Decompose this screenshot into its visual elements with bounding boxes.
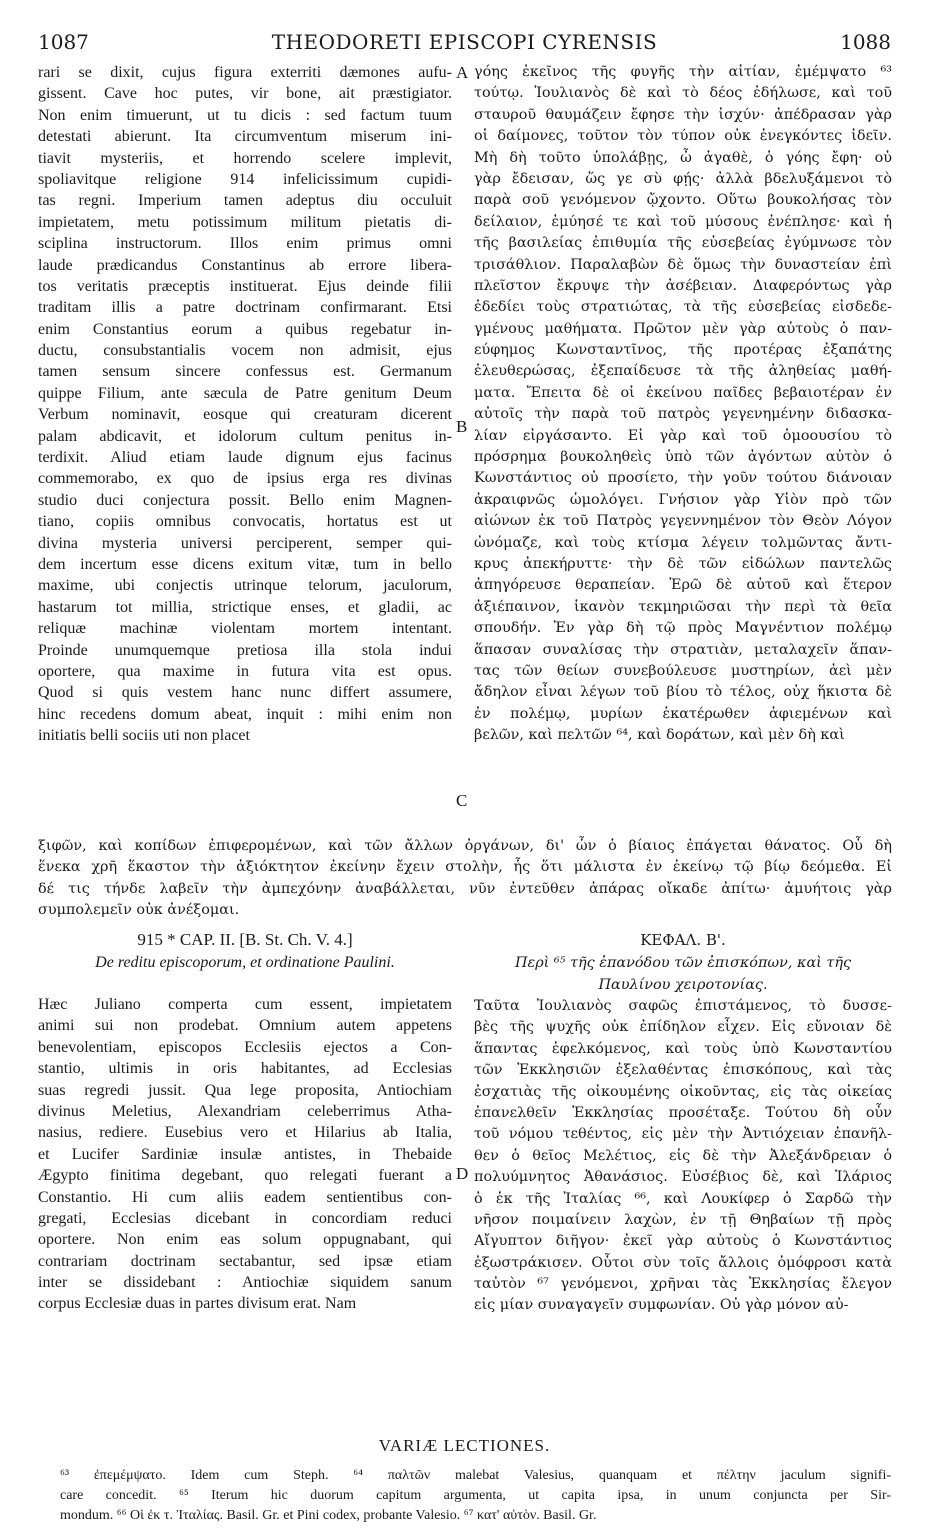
- margin-letter-a: A: [456, 63, 469, 82]
- text-line: enim Constantius eorum a quibus regebatur in-: [38, 320, 452, 338]
- text-line: Αἴγυπτον διῆγον· ἐκεῖ γὰρ αὐτοὺς ὁ Κωνστάντιος: [474, 1233, 892, 1250]
- text-line: Μὴ δὴ τοῦτο ὑπολάβῃς, ὦ ἀγαθὲ, ὁ γόης ἔφη· οὐ: [474, 149, 892, 166]
- text-line: tas regni. Imperium tamen adeptus diu occuluit: [38, 192, 452, 210]
- running-header: [38, 30, 891, 56]
- text-line: ἐσχατιὰς τῆς οἰκουμένης οἰκοῦντας, εἰς τὰς οἰκείας: [474, 1083, 892, 1100]
- text-line: impietatem, metu potissimum militum pietatis di-: [38, 213, 452, 231]
- text-line: gregati, Ecclesias dicebant in concordiam reduci: [38, 1209, 452, 1227]
- text-line: studio duci conjectura possit. Bello enim Magnen-: [38, 491, 452, 509]
- text-line: ἅπαντας ἐφελκόμενος, καὶ τοὺς ὑπὸ Κωνσταντίου: [474, 1040, 892, 1057]
- latin-chapter-subtitle: De reditu episcoporum, et ordinatione Paulini.: [95, 954, 395, 971]
- greek-chapter-subtitle-2: Παυλίνου χειροτονίας.: [598, 977, 768, 993]
- text-line: ταὐτὸν ⁶⁷ γενόμενοι, χρῆναι τὰς Ἐκκλησίας ἔλεγον: [474, 1276, 892, 1293]
- text-line: τοῦ νόμου τεθέντος, εἰς μὲν τὴν Ἀντιόχειαν ἐπανῆλ-: [474, 1126, 892, 1143]
- text-line: τρισάθλιον. Παραλαβὼν δὲ ὅμως τὴν δυναστείαν ἐπὶ: [474, 256, 892, 273]
- text-line: βὲς τῆς ψυχῆς οὐκ ἐπίδηλον εἶχεν. Εἰς εὔνοιαν δὲ: [474, 1019, 892, 1036]
- text-line: νῆσον ποιμαίνειν λαχὼν, ἐν τῇ Θηβαίων τῇ πρὸς: [474, 1211, 892, 1228]
- text-line: contrariam doctrinam sectabantur, sed ipsæ etiam: [38, 1252, 452, 1270]
- text-line: Ægypto finitima degebant, quo relegati fuerant a: [38, 1167, 452, 1185]
- greek-column-top: [474, 62, 892, 747]
- text-line: nasius, rediere. Eusebius vero et Hilarius ab Italia,: [38, 1124, 452, 1142]
- text-line: γόης ἐκεῖνος τῆς φυγῆς τὴν αἰτίαν, ἐμέμψατο ⁶³: [474, 64, 892, 80]
- text-line: tiano, copiis omnibus convocatis, hortatus est ut: [38, 513, 452, 531]
- greek-chapter-heading: ΚΕΦΑΛ. Β'.: [640, 931, 726, 949]
- text-line: ἄδηλον εἶναι λέγων τοῦ βίου τὸ τέλος, οὐχ ἥκιστα δὲ: [474, 684, 892, 701]
- text-line: gissent. Cave hoc putes, vir bone, ait præstigiator.: [38, 85, 452, 103]
- text-line: δέ τις τήνδε λαβεῖν τὴν ἀμπεχόνην ἀναβάλλεται, νῦν ἐντεῦθεν ἀπάρας οἴκαδε ἀπίτω· ἀμυήτοις γὰρ: [38, 880, 892, 897]
- text-line: tos veritatis præceptis instituerat. Ejus deinde filii: [38, 277, 452, 295]
- text-line: hinc recedens domum abeat, inquit : mihi enim non: [38, 705, 452, 723]
- text-line: ἀξιέπαινον, ἱκανὸν τεκμηριῶσαι τὴν περὶ τὰ θεῖα: [474, 598, 892, 615]
- text-line: inter se dissidebant : Antiochiæ siquidem sanum: [38, 1274, 452, 1292]
- text-line: oportere. Non enim eas solum oppugnabant, qui: [38, 1231, 452, 1249]
- page-number-right: 1088: [840, 30, 891, 54]
- text-line: ductu, consubstantialis vocem non admisit, ejus: [38, 342, 452, 360]
- greek-chapter: [474, 928, 892, 1317]
- text-line: τας τῶν θείων συνεβούλευσε μυστηρίων, ἀεὶ μὲν: [474, 662, 892, 679]
- text-line: ἕνεκα χρῆ ἕκαστον τὴν ἀξιόκτητον ἐκείνην ἔχειν στολὴν, ἧς ὅτι μάλιστα ἐν ἐκείνῳ τῷ βίῳ δεόμεθα. Εἰ: [38, 859, 892, 876]
- text-line: Proinde unumquemque pretiosa illa stola indui: [38, 641, 452, 659]
- text-line: ἅπασαν συναλίσας τὴν στρατιὰν, μεταλαχεῖν ἅπαν-: [474, 641, 892, 658]
- text-line: et Lucifer Sardiniæ insulæ antistes, in Thebaide: [38, 1145, 452, 1163]
- text-line: ἀπηγόρευσε θεραπείαν. Ἐρῶ δὲ αὐτοῦ καὶ ἕτερον: [474, 577, 892, 594]
- page-number-left: 1087: [38, 30, 89, 54]
- text-line: δείλαιον, ἐμύησέ τε καὶ τοῦ μύσους ἐνέπλησε· καὶ ἡ: [474, 213, 892, 230]
- text-line: τῆς βασιλείας ἐπιθυμία τῆς εὐσεβείας ἐγύμνωσε τὸν: [474, 235, 892, 252]
- text-line: terdixit. Aliud etiam laude dignum ejus facinus: [38, 449, 452, 467]
- greek-full-width-paragraph: [38, 836, 892, 922]
- text-line: σπουδήν. Ἐν γὰρ δὴ τῷ πρὸς Μαγνέντιον πολέμῳ: [474, 620, 892, 637]
- note-line: ⁶³ ἐπεμέμψατο. Idem cum Steph. ⁶⁴ παλτῶν malebat Valesius, quanquam et πέλτην jaculum signifi-: [60, 1468, 891, 1483]
- text-line: palam abdicavit, et idolorum cultum penitus in-: [38, 427, 452, 445]
- margin-letter-c: C: [456, 791, 468, 810]
- latin-chapter-heading: 915 * CAP. II. [B. St. Ch. V. 4.]: [137, 930, 353, 949]
- text-line: benevolentiam, episcopos Ecclesiis ejectos a Con-: [38, 1038, 452, 1056]
- text-line: tiavit mysteriis, et horrendo scelere implevit,: [38, 149, 452, 167]
- greek-chapter-subtitle: Περὶ ⁶⁵ τῆς ἐπανόδου τῶν ἐπισκόπων, καὶ τῆς: [514, 955, 852, 971]
- text-line: λίαν εἰργάσαντο. Εἰ γὰρ καὶ τοῦ ὁμοουσίου τὸ: [474, 427, 892, 444]
- text-line: ἐξωστράκισεν. Οὗτοι σὺν τοῖς ἄλλοις ὁμόφροσι κατὰ: [474, 1254, 892, 1271]
- text-line: εύφημος Κωνσταντῖνος, τῆς προτέρας ἐξαπάτης: [474, 342, 892, 359]
- running-title: THEODORETI EPISCOPI CYRENSIS: [271, 30, 658, 54]
- text-line: quippe Filium, ante sæcula de Patre genitum Deum: [38, 384, 452, 402]
- text-line: σταυροῦ θαυμάζειν ἔφησε τὴν ἰσχύν· ἀπέδρασαν γὰρ: [474, 106, 892, 123]
- text-line: ἀκραιφνῶς ὡμολόγει. Γνήσιον γὰρ Υἱὸν πρὸ τῶν: [474, 491, 892, 508]
- text-line: ὁ ἐκ τῆς Ἰταλίας ⁶⁶, καὶ Λουκίφερ ὁ Σαρδῶ τὴν: [474, 1190, 892, 1207]
- text-line: divina mysteria universi perciperent, semper qui-: [38, 534, 452, 552]
- text-line: πρόσρημα βουκοληθεὶς ὑπὸ τῶν ἀγόντων αὐτὸν ὁ: [474, 449, 892, 466]
- text-line: initiatis belli sociis uti non placet: [38, 727, 250, 745]
- text-line: detestati abierunt. Ita circumventum miserum ini-: [38, 128, 452, 146]
- text-line: maxime, ubi conjectis utrinque telorum, jaculorum,: [38, 577, 452, 595]
- text-line: spoliavitque religione 914 infelicissimum cupidi-: [38, 170, 452, 188]
- text-line: dem incertum esse dicens exitum vitæ, tum in bello: [38, 555, 452, 573]
- text-line: Verbum nominavit, eosque qui creaturam dicerent: [38, 406, 452, 424]
- text-line: αὐτοῖς τὴν παρὰ τοῦ πατρὸς γεγενημένην διδασκα-: [474, 406, 892, 423]
- text-line: reliquæ machinæ violentam mortem intentant.: [38, 620, 452, 638]
- variae-lectiones-notes: [60, 1466, 891, 1526]
- text-line: tamen sensum sincere confessus est. Germanum: [38, 363, 452, 381]
- text-line: Non enim timuerunt, ut tu dicis : sed factum tuum: [38, 106, 452, 124]
- text-line: γὰρ ἔδεισαν, ὥς γε σὺ φῄς· ἀλλὰ βδελυξάμενοι τὸ: [474, 170, 892, 187]
- margin-letter-b: B: [456, 417, 468, 436]
- text-line: ξιφῶν, καὶ κοπίδων ἐπιφερομένων, καὶ τῶν ἄλλων ὀργάνων, δι' ὧν ὁ βίαιος ἐπάγεται θάνατος. Οὗ δὴ: [38, 838, 892, 854]
- text-line: αἰώνων ἐκ τοῦ Πατρὸς γεγεννημένον τὸν Θεὸν Λόγον: [474, 513, 892, 530]
- text-line: Ταῦτα Ἰουλιανὸς σαφῶς ἐπιστάμενος, τὸ δυσσε-: [474, 998, 892, 1014]
- text-line: εἰς μίαν συναγαγεῖν συμφωνίαν. Οὐ γὰρ μόνον αὐ-: [474, 1297, 849, 1314]
- note-line: mondum. ⁶⁶ Οἱ ἐκ τ. Ἰταλίας. Basil. Gr. et Pini codex, probante Valesio. ⁶⁷ κατ' αὐτὸν. Basil. Gr.: [60, 1508, 597, 1523]
- note-line: care concedit. ⁶⁵ Iterum hic duorum capitum argumenta, ut capita ipsa, in unum conjuncta per Sir-: [60, 1488, 891, 1503]
- text-line: laude prædicandus Constantinus ab errore libera-: [38, 256, 452, 274]
- text-line: rari se dixit, cujus figura exterriti dæmones aufu-: [38, 64, 452, 81]
- text-line: κρυς ἀπεκήρυττε· τὴν δὲ τῶν εἰδώλων παντελῶς: [474, 555, 892, 572]
- text-line: οἱ δαίμονες, τοῦτον τὸν τύπον οὐκ ἐνεγκόντες ἰδεῖν.: [474, 128, 892, 145]
- text-line: Quod si quis vestem hanc nunc differt assumere,: [38, 684, 452, 702]
- text-line: γμένους μαθήματα. Πρῶτον μὲν γὰρ αὐτοὺς ὁ παν-: [474, 320, 892, 337]
- text-line: ματα. Ἔπειτα δὲ οἱ ἐκείνου παῖδες βεβαιοτέραν ἐν: [474, 384, 892, 401]
- text-line: corpus Ecclesiæ duas in partes divisum erat. Nam: [38, 1295, 357, 1313]
- text-line: βελῶν, καὶ πελτῶν ⁶⁴, καὶ δοράτων, καὶ μὲν δὴ καὶ: [474, 727, 845, 744]
- latin-column-top: [38, 62, 452, 747]
- text-line: τῶν Ἐκκλησιῶν ἐξελαθέντας ἐπισκόπους, καὶ τὰς: [474, 1062, 892, 1079]
- text-line: θεν ὁ θεῖος Μελέτιος, εἰς δὲ τὴν Ἀλεξάνδρειαν ὁ: [474, 1147, 892, 1164]
- text-line: ὠνόμαζε, καὶ τοὺς κτίσμα λέγειν τολμῶντας ἄντι-: [474, 534, 892, 551]
- latin-chapter: [38, 928, 452, 1315]
- text-line: commemorabo, ex quo de ipsius erga res divinas: [38, 470, 452, 488]
- text-line: traditam illis a patre doctrinam confirmarant. Etsi: [38, 299, 452, 317]
- text-line: sciplina instructorum. Illos enim primus omni: [38, 235, 452, 253]
- text-line: Constantio. Hi cum aliis eadem sentientibus con-: [38, 1188, 452, 1206]
- text-line: πλεῖστον ἔκρυψε τὴν ἀσέβειαν. Διαφερόντως γὰρ: [474, 277, 892, 294]
- text-line: τούτῳ. Ἰουλιανὸς δὲ καὶ τὸ δέος ἐδήλωσε, καὶ τοῦ: [474, 85, 892, 102]
- text-line: ἐλευθερώσας, ἐξεπαίδευσε τὰ τῆς ἀληθείας μαθή-: [474, 363, 892, 380]
- text-line: divinus Meletius, Alexandriam celeberrimus Atha-: [38, 1102, 452, 1120]
- text-line: stantio, ultimis in oris habitantes, ad Ecclesias: [38, 1060, 452, 1078]
- text-line: ἐπανελθεῖν Ἐκκλησίας προσέταξε. Τούτου δὴ οὖν: [474, 1104, 892, 1121]
- text-line: suas regredi jussit. Qua lege proposita, Antiochiam: [38, 1081, 452, 1099]
- text-line: animi sui non prodebat. Omnium autem appetens: [38, 1017, 452, 1035]
- text-line: hastarum tot millia, strictique enses, et gladii, ac: [38, 598, 452, 616]
- text-line: ἐν πολέμῳ, μυρίων ἑκατέρωθεν ἀφιεμένων καὶ: [474, 705, 892, 722]
- text-line: συμπολεμεῖν οὐκ ἀνέξομαι.: [38, 902, 240, 919]
- variae-lectiones-heading: VARIÆ LECTIONES.: [378, 1436, 551, 1455]
- text-line: oportere, qua maxime in futura vita est opus.: [38, 662, 452, 680]
- text-line: ἐδεδίει τοὺς στρατιώτας, τὰ τῆς εὐσεβείας εἰσδεδε-: [474, 299, 892, 316]
- text-line: Hæc Juliano comperta cum essent, impietatem: [38, 996, 452, 1013]
- text-line: παρὰ σοῦ γενόμενον ᾤχοντο. Οὕτω βουκολήσας τὸν: [474, 192, 892, 209]
- margin-letter-d: D: [456, 1164, 469, 1183]
- text-line: Κωνστάντιος οὐ προσίετο, τὴν γοῦν τούτου διάνοιαν: [474, 470, 892, 487]
- text-line: πολυύμνητος Ἀθανάσιος. Εὐσέβιος δὲ, καὶ Ἱλάριος: [474, 1169, 892, 1186]
